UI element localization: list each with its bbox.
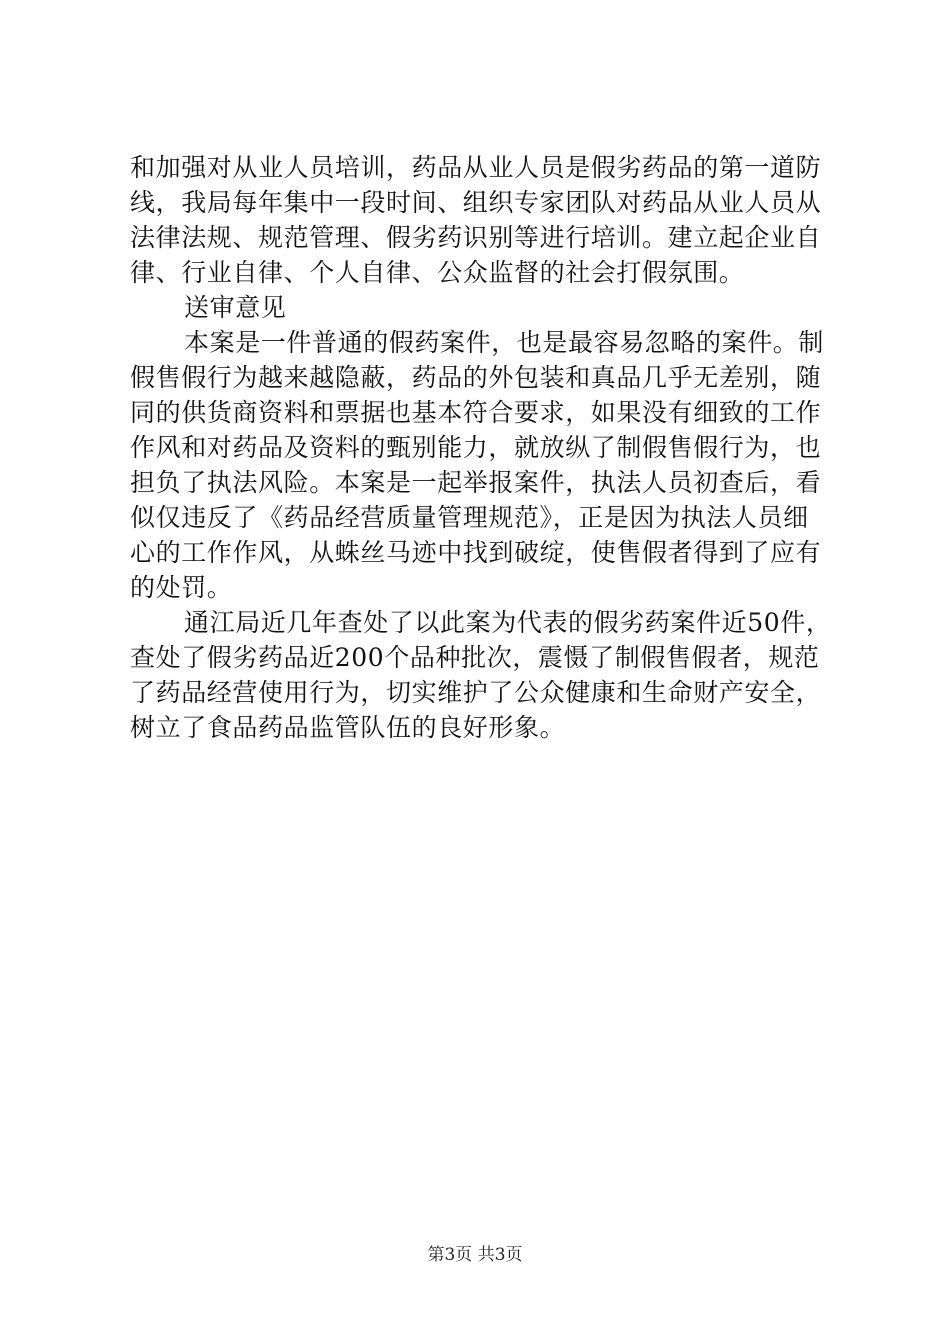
document-body	[130, 150, 830, 745]
paragraph-3-line-4: 树立了食品药品监管队伍的良好形象。	[130, 713, 566, 742]
paragraph-3-line-1: 通江局近几年查处了以此案为代表的假劣药案件近50件，	[184, 608, 832, 637]
paragraph-3-line-3: 了药品经营使用行为，切实维护了公众健康和生命财产安全，	[130, 678, 822, 707]
paragraph-2-line-6: 似仅违反了《药品经营质量管理规范》，正是因为执法人员细	[130, 503, 809, 532]
page-footer	[0, 1244, 950, 1266]
paragraph-1-line-4: 律、行业自律、个人自律、公众监督的社会打假氛围。	[130, 258, 745, 287]
page-number-label: 第3页 共3页	[427, 1245, 523, 1265]
paragraph-1-line-3: 法律法规、规范管理、假劣药识别等进行培训。建立起企业自	[130, 223, 822, 252]
paragraph-1-line-1: 和加强对从业人员培训，药品从业人员是假劣药品的第一道防	[130, 153, 822, 182]
paragraph-1-line-2: 线，我局每年集中一段时间、组织专家团队对药品从业人员从	[130, 188, 822, 217]
paragraph-2-line-8: 的处罚。	[130, 573, 233, 602]
paragraph-2-line-3: 同的供货商资料和票据也基本符合要求，如果没有细致的工作	[130, 398, 822, 427]
section-heading: 送审意见	[184, 293, 287, 322]
paragraph-2-line-7: 心的工作作风，从蛛丝马迹中找到破绽，使售假者得到了应有	[130, 538, 822, 567]
paragraph-2-line-4: 作风和对药品及资料的甄别能力，就放纵了制假售假行为，也	[130, 433, 822, 462]
paragraph-3-line-2: 查处了假劣药品近200个品种批次，震慑了制假售假者，规范	[130, 643, 820, 672]
paragraph-2-line-1: 本案是一件普通的假药案件，也是最容易忽略的案件。制	[184, 328, 825, 357]
paragraph-2-line-2: 假售假行为越来越隐蔽，药品的外包装和真品几乎无差别，随	[130, 363, 822, 392]
paragraph-2-line-5: 担负了执法风险。本案是一起举报案件，执法人员初查后，看	[130, 468, 822, 497]
